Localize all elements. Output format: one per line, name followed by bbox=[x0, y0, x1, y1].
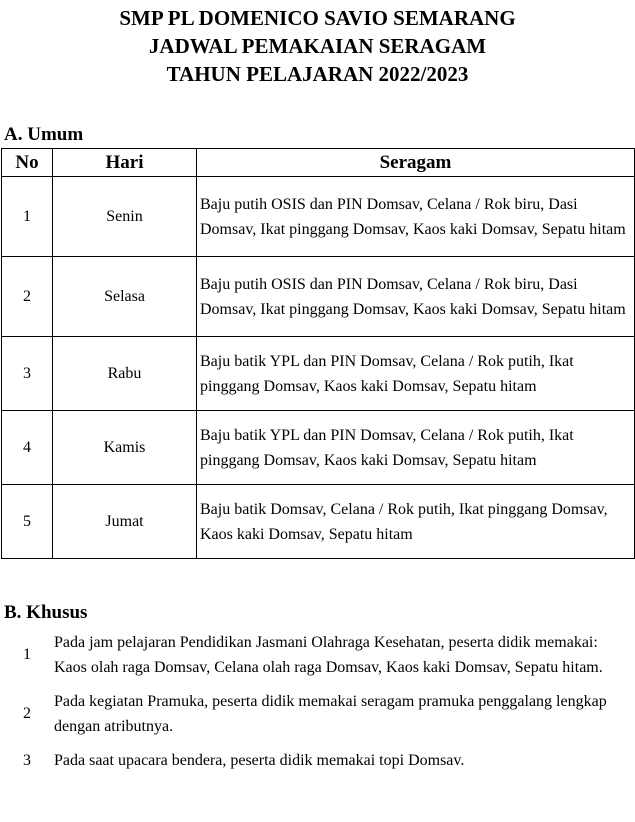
row-uniform: Baju putih OSIS dan PIN Domsav, Celana / Rok biru, Dasi Domsav, Ikat pinggang Domsav, Kaos kaki Domsav, Sepatu hitam bbox=[197, 177, 635, 257]
table-row bbox=[2, 337, 635, 411]
table-row bbox=[2, 411, 635, 485]
row-number: 5 bbox=[2, 485, 53, 559]
row-number: 2 bbox=[2, 257, 53, 337]
row-number: 3 bbox=[2, 337, 53, 411]
column-header-no: No bbox=[2, 149, 53, 177]
list-item-number: 2 bbox=[23, 705, 31, 722]
table-row bbox=[2, 177, 635, 257]
uniform-schedule-table bbox=[1, 148, 635, 559]
row-uniform: Baju putih OSIS dan PIN Domsav, Celana / Rok biru, Dasi Domsav, Ikat pinggang Domsav, Kaos kaki Domsav, Sepatu hitam bbox=[197, 257, 635, 337]
school-name: SMP PL DOMENICO SAVIO SEMARANG bbox=[119, 6, 516, 30]
list-item bbox=[0, 689, 635, 739]
row-uniform: Baju batik Domsav, Celana / Rok putih, Ikat pinggang Domsav, Kaos kaki Domsav, Sepatu hitam bbox=[197, 485, 635, 559]
column-header-seragam: Seragam bbox=[197, 149, 635, 177]
document-title bbox=[0, 4, 635, 88]
table-row bbox=[2, 485, 635, 559]
list-item bbox=[0, 630, 635, 680]
row-uniform: Baju batik YPL dan PIN Domsav, Celana / Rok putih, Ikat pinggang Domsav, Kaos kaki Domsav, Sepatu hitam bbox=[197, 411, 635, 485]
list-item-text: Pada saat upacara bendera, peserta didik memakai topi Domsav. bbox=[54, 752, 465, 769]
section-heading-khusus: B. Khusus bbox=[4, 602, 88, 623]
special-uniform-list bbox=[0, 630, 635, 782]
row-number: 4 bbox=[2, 411, 53, 485]
row-uniform: Baju batik YPL dan PIN Domsav, Celana / Rok putih, Ikat pinggang Domsav, Kaos kaki Domsav, Sepatu hitam bbox=[197, 337, 635, 411]
table-row bbox=[2, 257, 635, 337]
row-day: Selasa bbox=[53, 257, 197, 337]
list-item-number: 1 bbox=[23, 646, 31, 663]
column-header-hari: Hari bbox=[53, 149, 197, 177]
row-day: Rabu bbox=[53, 337, 197, 411]
table-header-row bbox=[2, 149, 635, 177]
list-item-text: Pada kegiatan Pramuka, peserta didik memakai seragam pramuka penggalang lengkap dengan atributnya. bbox=[54, 693, 607, 735]
section-heading-umum: A. Umum bbox=[4, 124, 84, 145]
list-item-number: 3 bbox=[23, 751, 31, 769]
schedule-title: JADWAL PEMAKAIAN SERAGAM bbox=[148, 34, 487, 58]
list-item bbox=[0, 748, 635, 773]
academic-year: TAHUN PELAJARAN 2022/2023 bbox=[166, 62, 469, 86]
list-item-text: Pada jam pelajaran Pendidikan Jasmani Olahraga Kesehatan, peserta didik memakai: Kaos olah raga Domsav, Celana olah raga Domsav, Kaos kaki Domsav, Sepatu hitam. bbox=[54, 634, 603, 676]
row-day: Jumat bbox=[53, 485, 197, 559]
row-number: 1 bbox=[2, 177, 53, 257]
row-day: Kamis bbox=[53, 411, 197, 485]
row-day: Senin bbox=[53, 177, 197, 257]
